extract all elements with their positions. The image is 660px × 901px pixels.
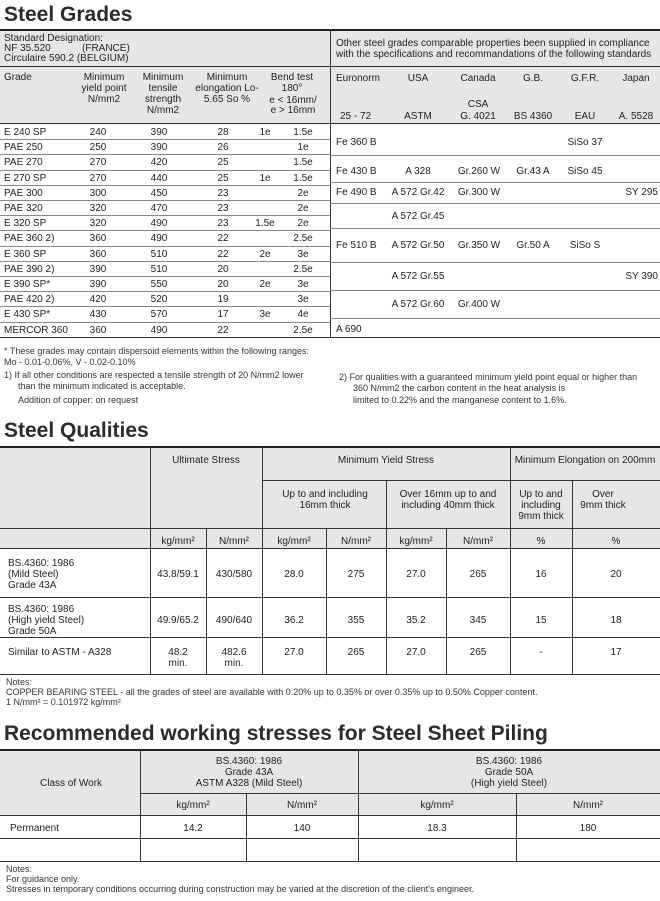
- grade-name: E 360 SP: [4, 249, 47, 260]
- header-over-9mm: Over 9mm thick: [580, 489, 626, 511]
- row-divider: [0, 215, 330, 216]
- working-stresses-title: Recommended working stresses for Steel Sheet Piling: [4, 722, 548, 745]
- unit-label: %: [536, 536, 546, 547]
- grade-bend-b: 1.5e: [293, 173, 313, 184]
- divider: [0, 861, 660, 862]
- header-bend-sub1: e < 16mm/: [269, 95, 317, 106]
- grade-name: PAE 270: [4, 157, 43, 168]
- canada-grade: Gr.260 W: [457, 166, 501, 177]
- grade-tensile: 520: [150, 294, 168, 305]
- divider: [0, 446, 660, 448]
- grade-elongation: 20: [217, 264, 229, 275]
- header-gb: G.B.: [522, 73, 543, 84]
- working-value: 140: [293, 823, 311, 834]
- euronorm-grade: Fe 510 B: [336, 240, 377, 251]
- header-tensile: Minimum tensile strength N/mm2: [142, 72, 184, 116]
- gfr-grade: SiSo S: [569, 240, 601, 251]
- gfr-grade: SiSo 45: [567, 166, 603, 177]
- usa-grade: A 572 Gr.45: [391, 211, 445, 222]
- working-notes-label: Notes:: [6, 864, 33, 874]
- grade-bend-b: 4e: [297, 309, 309, 320]
- grade-tensile: 550: [150, 279, 168, 290]
- quality-value: 490/640: [215, 615, 253, 626]
- header-euronorm: Euronorm: [336, 73, 380, 84]
- grade-bend-b: 2e: [297, 188, 309, 199]
- header-upto-9mm: Up to and including 9mm thick: [518, 489, 564, 522]
- quality-value: 35.2: [406, 615, 426, 626]
- class-of-work-header: Class of Work: [40, 778, 103, 789]
- quality-value: 265: [469, 647, 487, 658]
- unit-label: kg/mm²: [161, 536, 195, 547]
- quality-value: 265: [469, 569, 487, 580]
- grade50-line1: BS.4360: 1986: [475, 756, 543, 767]
- header-gfr: G.F.R.: [570, 73, 600, 84]
- header-min-elongation: Minimum Elongation on 200mm: [514, 455, 656, 466]
- note-ranges: Mo - 0.01-0.06%, V - 0.02-0.10%: [4, 357, 136, 367]
- note-1b: than the minimum indicated is acceptable.: [18, 381, 186, 391]
- grade-yield: 250: [89, 142, 107, 153]
- grade-name: MERCOR 360: [4, 325, 68, 336]
- quality-value-sub: min.: [168, 658, 188, 669]
- usa-grade: A 572 Gr.50: [391, 240, 445, 251]
- unit-label: %: [611, 536, 621, 547]
- header-min-yield-stress: Minimum Yield Stress: [337, 455, 435, 466]
- row-divider: [330, 155, 660, 156]
- grade50-line3: (High yield Steel): [470, 778, 548, 789]
- header-elongation: Minimum elongation Lo-5.65 So %: [195, 72, 259, 105]
- grade-elongation: 22: [217, 325, 229, 336]
- japan-grade: SY 295: [625, 187, 658, 198]
- grade-yield: 430: [89, 309, 107, 320]
- grade-bend-b: 3e: [297, 279, 309, 290]
- quality-value: 355: [347, 615, 365, 626]
- quality-value: 16: [535, 569, 547, 580]
- euronorm-grade: Fe 360 B: [336, 137, 377, 148]
- header-canada: Canada: [460, 73, 496, 84]
- grade-yield: 300: [89, 188, 107, 199]
- euronorm-grade: Fe 490 B: [336, 187, 377, 198]
- quality-value: -: [539, 647, 543, 658]
- note-1a: 1) If all other conditions are respected a tensile strength of 20 N/mm2 lower: [4, 370, 304, 380]
- divider: [0, 815, 660, 816]
- grade-tensile: 490: [150, 325, 168, 336]
- grade-elongation: 25: [217, 173, 229, 184]
- quality-value-sub: min.: [224, 658, 244, 669]
- grade-elongation: 25: [217, 157, 229, 168]
- grade-name: E 270 SP: [4, 173, 47, 184]
- steel-grades-title: Steel Grades: [4, 3, 133, 26]
- divider: [0, 838, 660, 839]
- header-bend-sub2: e > 16mm: [270, 105, 316, 116]
- quality-value: 482.6: [221, 647, 247, 658]
- working-value: 180: [579, 823, 597, 834]
- divider: [0, 637, 660, 638]
- grade-yield: 320: [89, 218, 107, 229]
- unit-label: N/mm²: [341, 536, 371, 547]
- grade-bend-b: 3e: [297, 294, 309, 305]
- grade-bend-a: 1e: [259, 173, 271, 184]
- qualities-note-conversion: 1 N/mm² = 0.101972 kg/mm²: [6, 697, 121, 707]
- grade-yield: 390: [89, 279, 107, 290]
- quality-value: 17: [610, 647, 622, 658]
- grade-tensile: 510: [150, 249, 168, 260]
- divider: [262, 447, 263, 674]
- grade-elongation: 17: [217, 309, 229, 320]
- grade-elongation: 22: [217, 249, 229, 260]
- row-divider: [0, 246, 330, 247]
- usa-grade: A 572 Gr.55: [391, 271, 445, 282]
- row-divider: [0, 291, 330, 292]
- unit-label: N/mm²: [219, 536, 249, 547]
- quality-label: BS.4360: 1986: [8, 558, 75, 569]
- working-value: 14.2: [183, 823, 203, 834]
- quality-label: (High yield Steel): [8, 615, 85, 626]
- grade-tensile: 440: [150, 173, 168, 184]
- row-divider: [0, 139, 330, 140]
- row-divider: [330, 203, 660, 204]
- grade-tensile: 490: [150, 218, 168, 229]
- canada-grade: Gr.400 W: [457, 299, 501, 310]
- grade-name: PAE 390 2): [4, 264, 55, 275]
- row-divider: [0, 170, 330, 171]
- grade-bend-a: 2e: [259, 249, 271, 260]
- row-divider: [0, 200, 330, 201]
- row-divider: [330, 262, 660, 263]
- quality-value: 43.8/59.1: [157, 569, 199, 580]
- row-divider: [0, 276, 330, 277]
- grade-yield: 240: [89, 127, 107, 138]
- row-divider: [330, 290, 660, 291]
- unit-label: N/mm²: [463, 536, 493, 547]
- unit-label: kg/mm²: [277, 536, 311, 547]
- header-gfr-sub: EAU: [574, 111, 596, 122]
- quality-label: BS.4360: 1986: [8, 604, 75, 615]
- usa-grade: A 328: [405, 166, 431, 177]
- steel-qualities-title: Steel Qualities: [4, 419, 149, 442]
- header-usa: USA: [407, 73, 429, 84]
- grade50-line2: Grade 50A: [484, 767, 534, 778]
- working-note-temporary: Stresses in temporary conditions occurring during construction may be varied at the discretion of the client's engineer.: [6, 884, 474, 894]
- grade43-line2: Grade 43A: [224, 767, 274, 778]
- header-ultimate-stress: Ultimate Stress: [172, 455, 240, 466]
- quality-value: 27.0: [284, 647, 304, 658]
- row-divider: [330, 182, 660, 183]
- header-usa-sub: ASTM: [404, 111, 432, 122]
- grade-bend-b: 2.5e: [293, 233, 313, 244]
- designation-circulaire: Circulaire 590.2 (BELGIUM): [4, 53, 129, 64]
- quality-value: 275: [347, 569, 365, 580]
- canada-grade: Gr.350 W: [457, 240, 501, 251]
- grade-tensile: 390: [150, 127, 168, 138]
- usa-grade: A 572 Gr.42: [391, 187, 445, 198]
- grade-bend-a: 2e: [259, 279, 271, 290]
- gfr-grade: SiSo 37: [567, 137, 603, 148]
- divider: [262, 480, 660, 481]
- grade-tensile: 510: [150, 264, 168, 275]
- grade-elongation: 23: [217, 188, 229, 199]
- row-divider: [330, 228, 660, 229]
- quality-value: 28.0: [284, 569, 304, 580]
- grade-name: E 390 SP*: [4, 279, 51, 290]
- usa-grade: A 572 Gr.60: [391, 299, 445, 310]
- note-2c: limited to 0.22% and the manganese content to 1.6%.: [353, 395, 567, 405]
- row-divider: [330, 318, 660, 319]
- quality-value: 430/580: [215, 569, 253, 580]
- unit-label: kg/mm²: [399, 536, 433, 547]
- grade-yield: 270: [89, 157, 107, 168]
- grade-yield: 360: [89, 233, 107, 244]
- grade-tensile: 450: [150, 188, 168, 199]
- quality-value: 20: [610, 569, 622, 580]
- unit-label: N/mm²: [287, 800, 317, 811]
- grade-elongation: 20: [217, 279, 229, 290]
- grade-bend-b: 2.5e: [293, 325, 313, 336]
- quality-value: 18: [610, 615, 622, 626]
- divider: [150, 447, 151, 674]
- working-value: 18.3: [427, 823, 447, 834]
- grade-bend-b: 1.5e: [293, 127, 313, 138]
- working-note-guidance: For guidance only.: [6, 874, 80, 884]
- grade-yield: 390: [89, 264, 107, 275]
- grade43-line1: BS.4360: 1986: [215, 756, 283, 767]
- divider: [0, 674, 660, 675]
- header-yield: Minimum yield point N/mm2: [81, 72, 127, 105]
- grade43-line3: ASTM A328 (Mild Steel): [195, 778, 303, 789]
- header-grade: Grade: [4, 72, 32, 83]
- grade-name: E 320 SP: [4, 218, 47, 229]
- permanent-label: Permanent: [10, 823, 59, 834]
- grade-bend-a: 3e: [259, 309, 271, 320]
- grade-bend-b: 1e: [297, 142, 309, 153]
- grade-elongation: 23: [217, 203, 229, 214]
- divider: [0, 597, 660, 598]
- gb-grade: Gr.50 A: [516, 240, 550, 251]
- grade-name: PAE 300: [4, 188, 43, 199]
- header-over-16mm: Over 16mm up to and including 40mm thick: [399, 489, 497, 511]
- note-star: * These grades may contain dispersoid elements within the following ranges:: [4, 346, 310, 356]
- header-euronorm-sub: 25 - 72: [340, 111, 372, 122]
- note-2a: 2) For qualities with a guaranteed minimum yield point equal or higher than: [339, 372, 638, 382]
- quality-value: 49.9/65.2: [157, 615, 199, 626]
- divider: [510, 447, 511, 674]
- grade-bend-b: 2e: [297, 203, 309, 214]
- grade-yield: 360: [89, 325, 107, 336]
- quality-label: Grade 50A: [8, 626, 57, 637]
- header-japan-sub: A. 5528: [618, 111, 654, 122]
- grade-yield: 270: [89, 173, 107, 184]
- unit-label: kg/mm²: [420, 800, 454, 811]
- quality-value: 27.0: [406, 647, 426, 658]
- grade-yield: 320: [89, 203, 107, 214]
- grade-yield: 420: [89, 294, 107, 305]
- grade-elongation: 19: [217, 294, 229, 305]
- grade-tensile: 490: [150, 233, 168, 244]
- grade-name: E 430 SP*: [4, 309, 51, 320]
- row-divider: [0, 322, 330, 323]
- divider: [0, 337, 660, 338]
- grade-name: E 240 SP: [4, 127, 47, 138]
- quality-value: 27.0: [406, 569, 426, 580]
- grade-elongation: 26: [217, 142, 229, 153]
- grade-tensile: 570: [150, 309, 168, 320]
- header-upto-16mm: Up to and including 16mm thick: [282, 489, 368, 511]
- quality-label: Similar to ASTM - A328: [8, 647, 112, 658]
- grade-bend-b: 2.5e: [293, 264, 313, 275]
- quality-value: 36.2: [284, 615, 304, 626]
- quality-value: 48.2: [168, 647, 188, 658]
- gb-grade: Gr.43 A: [516, 166, 550, 177]
- grade-tensile: 420: [150, 157, 168, 168]
- grade-name: PAE 250: [4, 142, 43, 153]
- japan-grade: SY 390: [625, 271, 658, 282]
- row-divider: [0, 185, 330, 186]
- qualities-note-copper: COPPER BEARING STEEL - all the grades of steel are available with 0.20% up to 0.35% or over 0.35% up to 0.50% Copper content.: [6, 687, 538, 697]
- unit-label: kg/mm²: [176, 800, 210, 811]
- quality-value: 15: [535, 615, 547, 626]
- row-divider: [0, 154, 330, 155]
- row-divider: [0, 306, 330, 307]
- designation-title: Standard Designation:: [4, 33, 103, 44]
- designation-france: (FRANCE): [82, 43, 130, 54]
- header-canada-sub2: G. 4021: [460, 111, 496, 122]
- grade-tensile: 390: [150, 142, 168, 153]
- grade-elongation: 28: [217, 127, 229, 138]
- header-gb-sub: BS 4360: [513, 111, 553, 122]
- quality-label: Grade 43A: [8, 580, 57, 591]
- qualities-notes-label: Notes:: [6, 677, 33, 687]
- euronorm-grade: A 690: [336, 324, 362, 335]
- grade-name: PAE 420 2): [4, 294, 55, 305]
- header-japan: Japan: [622, 73, 650, 84]
- note-1c: Addition of copper: on request: [18, 395, 139, 405]
- grade-yield: 360: [89, 249, 107, 260]
- euronorm-grade: Fe 430 B: [336, 166, 377, 177]
- quality-value: 345: [469, 615, 487, 626]
- grade-bend-a: 1e: [259, 127, 271, 138]
- grade-tensile: 470: [150, 203, 168, 214]
- grade-elongation: 22: [217, 233, 229, 244]
- header-canada-sub1: CSA: [467, 99, 489, 110]
- canada-grade: Gr.300 W: [457, 187, 501, 198]
- other-grades-text: Other steel grades comparable properties been supplied in compliance with the specifications and recommandations of the following standards: [336, 38, 652, 60]
- quality-label: (Mild Steel): [8, 569, 59, 580]
- row-divider: [0, 261, 330, 262]
- divider: [0, 528, 660, 529]
- grade-name: PAE 360 2): [4, 233, 55, 244]
- grade-name: PAE 320: [4, 203, 43, 214]
- unit-label: N/mm²: [573, 800, 603, 811]
- header-bend: Bend test 180°: [270, 72, 314, 94]
- divider: [140, 793, 660, 794]
- note-2b: 360 N/mm2 the carbon content in the heat analysis is: [353, 383, 566, 393]
- grade-elongation: 23: [217, 218, 229, 229]
- quality-value: 265: [347, 647, 365, 658]
- grade-bend-a: 1.5e: [255, 218, 275, 229]
- grade-bend-b: 1.5e: [293, 157, 313, 168]
- grade-bend-b: 3e: [297, 249, 309, 260]
- row-divider: [0, 230, 330, 231]
- designation-nf: NF 35.520: [4, 43, 51, 54]
- grade-bend-b: 2e: [297, 218, 309, 229]
- divider: [0, 548, 660, 549]
- divider: [0, 749, 660, 751]
